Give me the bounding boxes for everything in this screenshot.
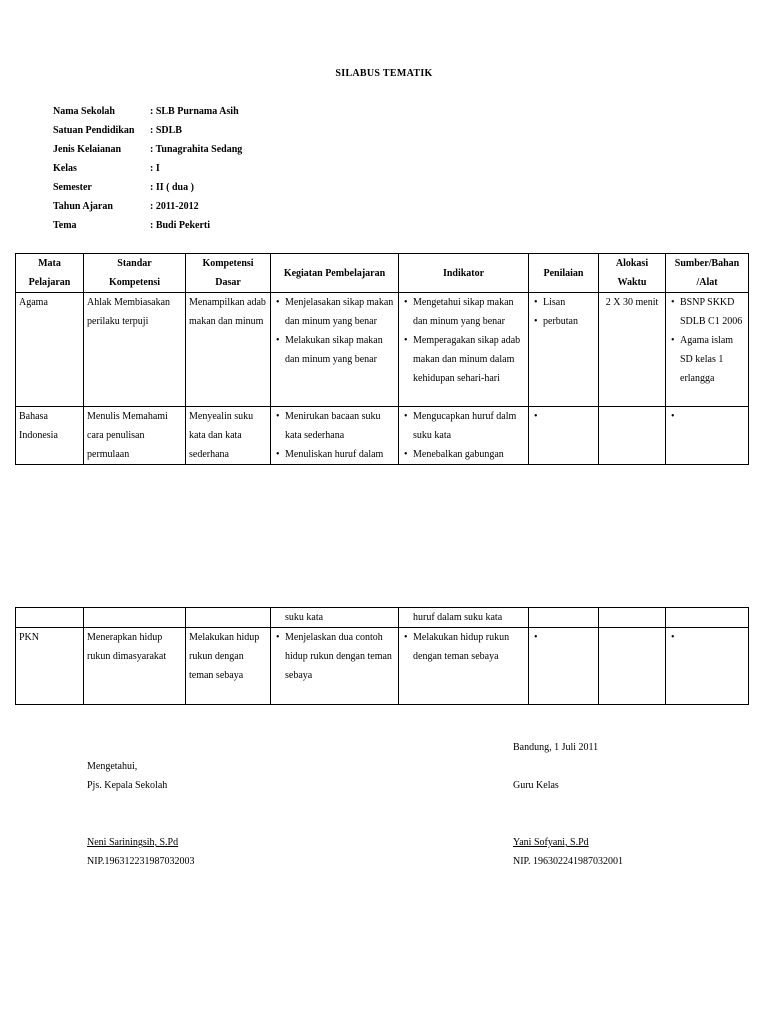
cell-mata: Agama xyxy=(16,293,84,407)
cell-alokasi xyxy=(599,407,666,465)
cell-sumber xyxy=(666,628,749,705)
header-line: Mata xyxy=(38,258,61,269)
header-sumber-bahan xyxy=(666,254,749,293)
header-kompetensi-dasar xyxy=(186,254,271,293)
header-kegiatan: Kegiatan Pembelajaran xyxy=(271,254,399,293)
list-item: • Mengucapkan huruf dalm suku kata xyxy=(402,407,525,445)
cell-standar: Ahlak Membiasakan perilaku terpuji xyxy=(84,293,186,407)
cell-kd xyxy=(186,608,271,628)
cell-kd: Menampilkan adab makan dan minum xyxy=(186,293,271,407)
header-alokasi-waktu xyxy=(599,254,666,293)
table-header-row xyxy=(16,254,749,293)
cell-kegiatan xyxy=(271,293,399,407)
header-indikator: Indikator xyxy=(399,254,529,293)
cell-standar xyxy=(84,608,186,628)
list-item: • Memperagakan sikap adab makan dan minum dalam kehidupan sehari-hari xyxy=(402,331,525,388)
cell-penilaian xyxy=(529,293,599,407)
cell-sumber xyxy=(666,608,749,628)
header-line: Waktu xyxy=(617,277,647,288)
cell-indikator xyxy=(399,407,529,465)
document-title: SILABUS TEMATIK xyxy=(335,68,433,79)
header-line: /Alat xyxy=(696,277,718,288)
list-item: • Menirukan bacaan suku kata sederhana xyxy=(274,407,395,445)
info-value: : SLB Purnama Asih xyxy=(150,106,239,117)
cell-text: suku kata xyxy=(285,612,324,623)
cell-kd: Menyealin suku kata dan kata sederhana xyxy=(186,407,271,465)
info-value: : 2011-2012 xyxy=(150,201,199,212)
cell-sumber xyxy=(666,407,749,465)
cell-kegiatan xyxy=(271,628,399,705)
kepala-sekolah-name: Neni Sariningsih, S.Pd xyxy=(87,837,179,848)
school-info xyxy=(53,102,242,235)
header-line: Sumber/Bahan xyxy=(674,258,740,269)
info-row xyxy=(53,178,242,197)
list-item: • Menjelasakan sikap makan dan minum yang benar xyxy=(274,293,395,331)
info-label: Semester xyxy=(53,182,92,193)
list-item: • Menjelaskan dua contoh hidup rukun dengan teman sebaya xyxy=(274,628,395,685)
cell-kd: Melakukan hidup rukun dengan teman sebaya xyxy=(186,628,271,705)
cell-penilaian xyxy=(529,608,599,628)
header-line: Kompetensi xyxy=(202,258,254,269)
cell-kegiatan xyxy=(271,407,399,465)
signature-date: Bandung, 1 Juli 2011 xyxy=(513,742,599,753)
info-label: Tahun Ajaran xyxy=(53,201,113,212)
header-line: Kompetensi xyxy=(108,277,161,288)
table-row xyxy=(16,293,749,407)
list-item: • Melakukan sikap makan dan minum yang benar xyxy=(274,331,395,369)
info-row xyxy=(53,159,242,178)
info-value: : Budi Pekerti xyxy=(150,220,210,231)
list-item: • Menuliskan huruf dalam xyxy=(274,445,395,464)
cell-penilaian xyxy=(529,407,599,465)
list-item: • Mengetahui sikap makan dan minum yang benar xyxy=(402,293,525,331)
header-line: Standar xyxy=(117,258,152,269)
cell-mata: Bahasa Indonesia xyxy=(16,407,84,465)
info-row xyxy=(53,197,242,216)
info-value: : SDLB xyxy=(150,125,182,136)
header-line: Pelajaran xyxy=(28,277,71,288)
header-penilaian: Penilaian xyxy=(529,254,599,293)
info-label: Kelas xyxy=(53,163,77,174)
cell-standar: Menulis Memahami cara penulisan permulaan xyxy=(84,407,186,465)
info-row xyxy=(53,121,242,140)
table-row xyxy=(16,628,749,705)
info-row xyxy=(53,102,242,121)
table-row xyxy=(16,407,749,465)
list-item: • Melakukan hidup rukun dengan teman sebaya xyxy=(402,628,525,666)
info-value: : II ( dua ) xyxy=(150,182,194,193)
syllabus-table xyxy=(15,253,749,465)
header-line: Alokasi xyxy=(615,258,649,269)
table-row xyxy=(16,608,749,628)
cell-alokasi: 2 X 30 menit xyxy=(599,293,666,407)
info-label: Tema xyxy=(53,220,77,231)
info-value: : I xyxy=(150,163,160,174)
kepala-sekolah-title: Pjs. Kepala Sekolah xyxy=(87,780,168,791)
cell-penilaian xyxy=(529,628,599,705)
cell-mata: PKN xyxy=(16,628,84,705)
info-value: : Tunagrahita Sedang xyxy=(150,144,243,155)
mengetahui-label: Mengetahui, xyxy=(87,761,138,772)
list-item: • Lisan xyxy=(532,293,595,312)
header-mata-pelajaran xyxy=(16,254,84,293)
info-label: Jenis Kelaianan xyxy=(53,144,122,155)
info-row xyxy=(53,216,242,235)
list-item: • Menebalkan gabungan xyxy=(402,445,525,464)
list-item: • Agama islam SD kelas 1 erlangga xyxy=(669,331,745,388)
info-label: Satuan Pendidikan xyxy=(53,125,135,136)
header-line: Dasar xyxy=(215,277,241,288)
cell-sumber xyxy=(666,293,749,407)
header-standar-kompetensi xyxy=(84,254,186,293)
cell-indikator xyxy=(399,293,529,407)
guru-kelas-name: Yani Sofyani, S.Pd xyxy=(513,837,589,848)
info-row xyxy=(53,140,242,159)
cell-indikator xyxy=(399,628,529,705)
list-item: • BSNP SKKD SDLB C1 2006 xyxy=(669,293,745,331)
cell-alokasi xyxy=(599,608,666,628)
cell-alokasi xyxy=(599,628,666,705)
kepala-sekolah-nip: NIP.196312231987032003 xyxy=(87,856,195,867)
info-label: Nama Sekolah xyxy=(53,106,115,117)
syllabus-table-continued xyxy=(15,607,749,705)
cell-text: huruf dalam suku kata xyxy=(413,612,503,623)
guru-kelas-title: Guru Kelas xyxy=(513,780,559,791)
guru-kelas-nip: NIP. 196302241987032001 xyxy=(513,856,624,867)
cell-indikator xyxy=(399,608,529,628)
cell-kegiatan xyxy=(271,608,399,628)
cell-standar: Menerapkan hidup rukun dimasyarakat xyxy=(84,628,186,705)
list-item: • perbutan xyxy=(532,312,595,331)
cell-mata xyxy=(16,608,84,628)
